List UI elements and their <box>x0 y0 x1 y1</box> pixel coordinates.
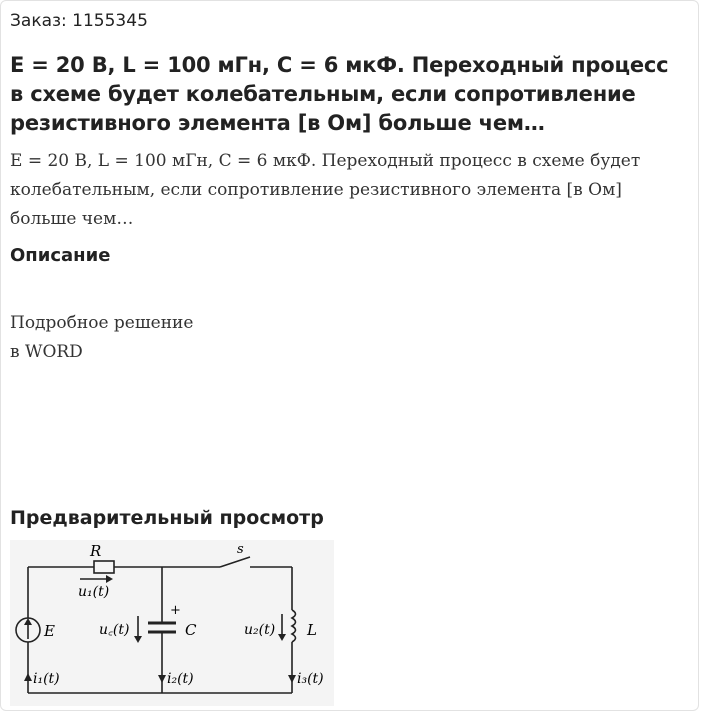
label-plus: + <box>170 603 181 618</box>
label-L: L <box>307 621 317 639</box>
label-i2: i₂(t) <box>167 671 194 687</box>
label-s: s <box>237 542 244 557</box>
switch-symbol <box>220 557 250 567</box>
label-u2: u₂(t) <box>244 622 276 638</box>
page-title: E = 20 В, L = 100 мГн, C = 6 мкФ. Переходный процесс в схеме будет колебательным, если сопротивление резистивного элемента [в Ом] больше чем… <box>10 53 669 135</box>
label-i3: i₃(t) <box>297 671 324 687</box>
description-line: в WORD <box>10 342 83 362</box>
label-uc: u꜀(t) <box>99 622 130 638</box>
order-number: Заказ: 1155345 <box>10 11 148 31</box>
preview-heading: Предварительный просмотр <box>10 507 324 529</box>
inductor-symbol <box>292 610 296 642</box>
description-line: Подробное решение <box>10 313 194 333</box>
label-C: C <box>185 621 197 639</box>
circuit-preview-image <box>10 540 334 706</box>
resistor-symbol <box>94 561 114 573</box>
label-R: R <box>90 542 102 560</box>
circuit-diagram <box>10 540 334 706</box>
label-i1: i₁(t) <box>33 671 60 687</box>
description-heading: Описание <box>10 245 111 266</box>
description-body <box>10 309 193 367</box>
label-E: E <box>44 622 55 640</box>
label-u1: u₁(t) <box>78 584 110 600</box>
problem-text: E = 20 В, L = 100 мГн, C = 6 мкФ. Переходный процесс в схеме будет колебательным, если сопротивление резистивного элемента [в Ом] больше чем… <box>10 151 641 229</box>
